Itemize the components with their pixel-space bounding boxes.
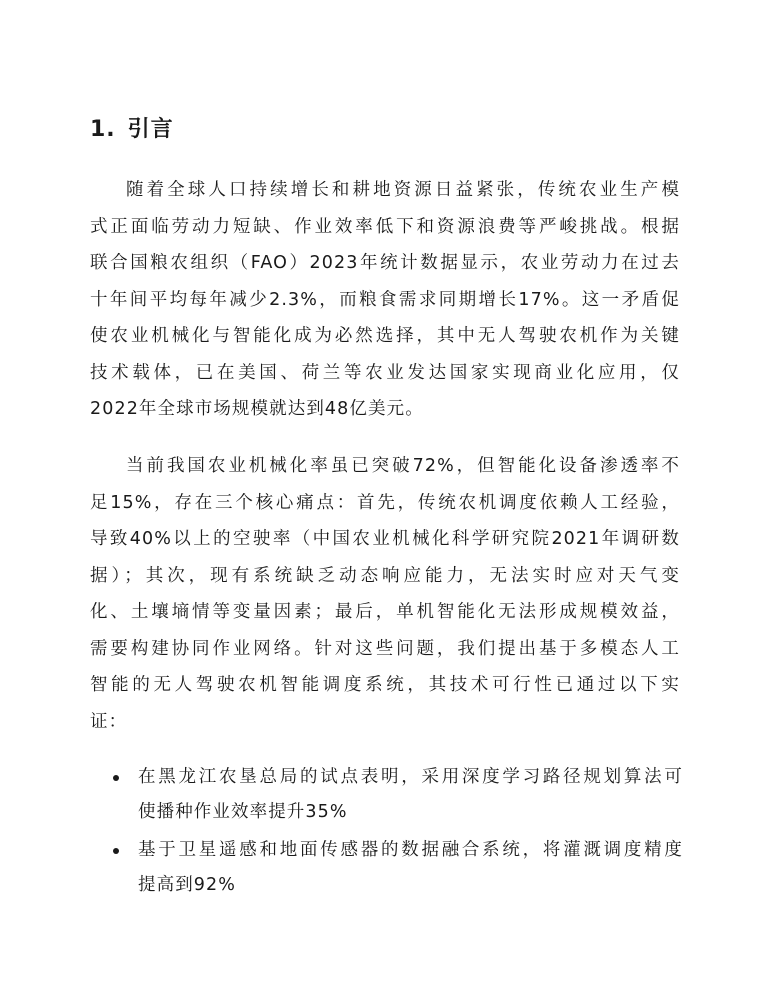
bullet-line: 使播种作业效率提升35% <box>138 802 348 822</box>
paragraph-line: 2022年全球市场规模就达到48亿美元。 <box>90 399 424 419</box>
paragraph-line: 十年间平均每年减少2.3%，而粮食需求同期增长17%。这一矛盾促 <box>90 289 680 310</box>
paragraph-pain-points <box>90 448 680 740</box>
bullet-list <box>113 760 683 906</box>
paragraph-line: 当前我国农业机械化率虽已突破72%，但智能化设备渗透率不 <box>126 456 680 476</box>
list-item <box>113 833 683 903</box>
paragraph-line: 技术载体，已在美国、荷兰等农业发达国家实现商业化应用，仅 <box>90 362 680 383</box>
bullet-line: 基于卫星遥感和地面传感器的数据融合系统，将灌溉调度精度 <box>138 840 683 860</box>
paragraph-line: 据）；其次，现有系统缺乏动态响应能力，无法实时应对天气变 <box>90 565 680 586</box>
bullet-dot-icon <box>113 848 119 854</box>
bullet-dot-icon <box>113 775 119 781</box>
paragraph-line: 智能的无人驾驶农机智能调度系统，其技术可行性已通过以下实 <box>90 675 680 695</box>
paragraph-line: 使农业机械化与智能化成为必然选择，其中无人驾驶农机作为关键 <box>90 326 680 346</box>
paragraph-line: 式正面临劳动力短缺、作业效率低下和资源浪费等严峻挑战。根据 <box>90 216 680 237</box>
section-number: 1. <box>90 117 116 142</box>
list-item <box>113 760 683 830</box>
paragraph-line: 随着全球人口持续增长和耕地资源日益紧张，传统农业生产模 <box>126 180 680 200</box>
bullet-line: 在黑龙江农垦总局的试点表明，采用深度学习路径规划算法可 <box>138 767 683 787</box>
paragraph-intro <box>90 172 680 428</box>
paragraph-line: 导致40%以上的空驶率（中国农业机械化科学研究院2021年调研数 <box>90 529 680 549</box>
paragraph-line: 化、土壤墒情等变量因素；最后，单机智能化无法形成规模效益， <box>90 602 680 622</box>
section-heading <box>90 112 174 148</box>
paragraph-line: 需要构建协同作业网络。针对这些问题，我们提出基于多模态人工 <box>90 638 680 659</box>
section-title: 引言 <box>127 117 174 142</box>
paragraph-line: 联合国粮农组织（FAO）2023年统计数据显示，农业劳动力在过去 <box>90 253 680 273</box>
paragraph-line: 足15%，存在三个核心痛点：首先，传统农机调度依赖人工经验， <box>90 492 680 513</box>
bullet-line: 提高到92% <box>138 875 236 895</box>
paragraph-line: 证： <box>90 711 128 732</box>
